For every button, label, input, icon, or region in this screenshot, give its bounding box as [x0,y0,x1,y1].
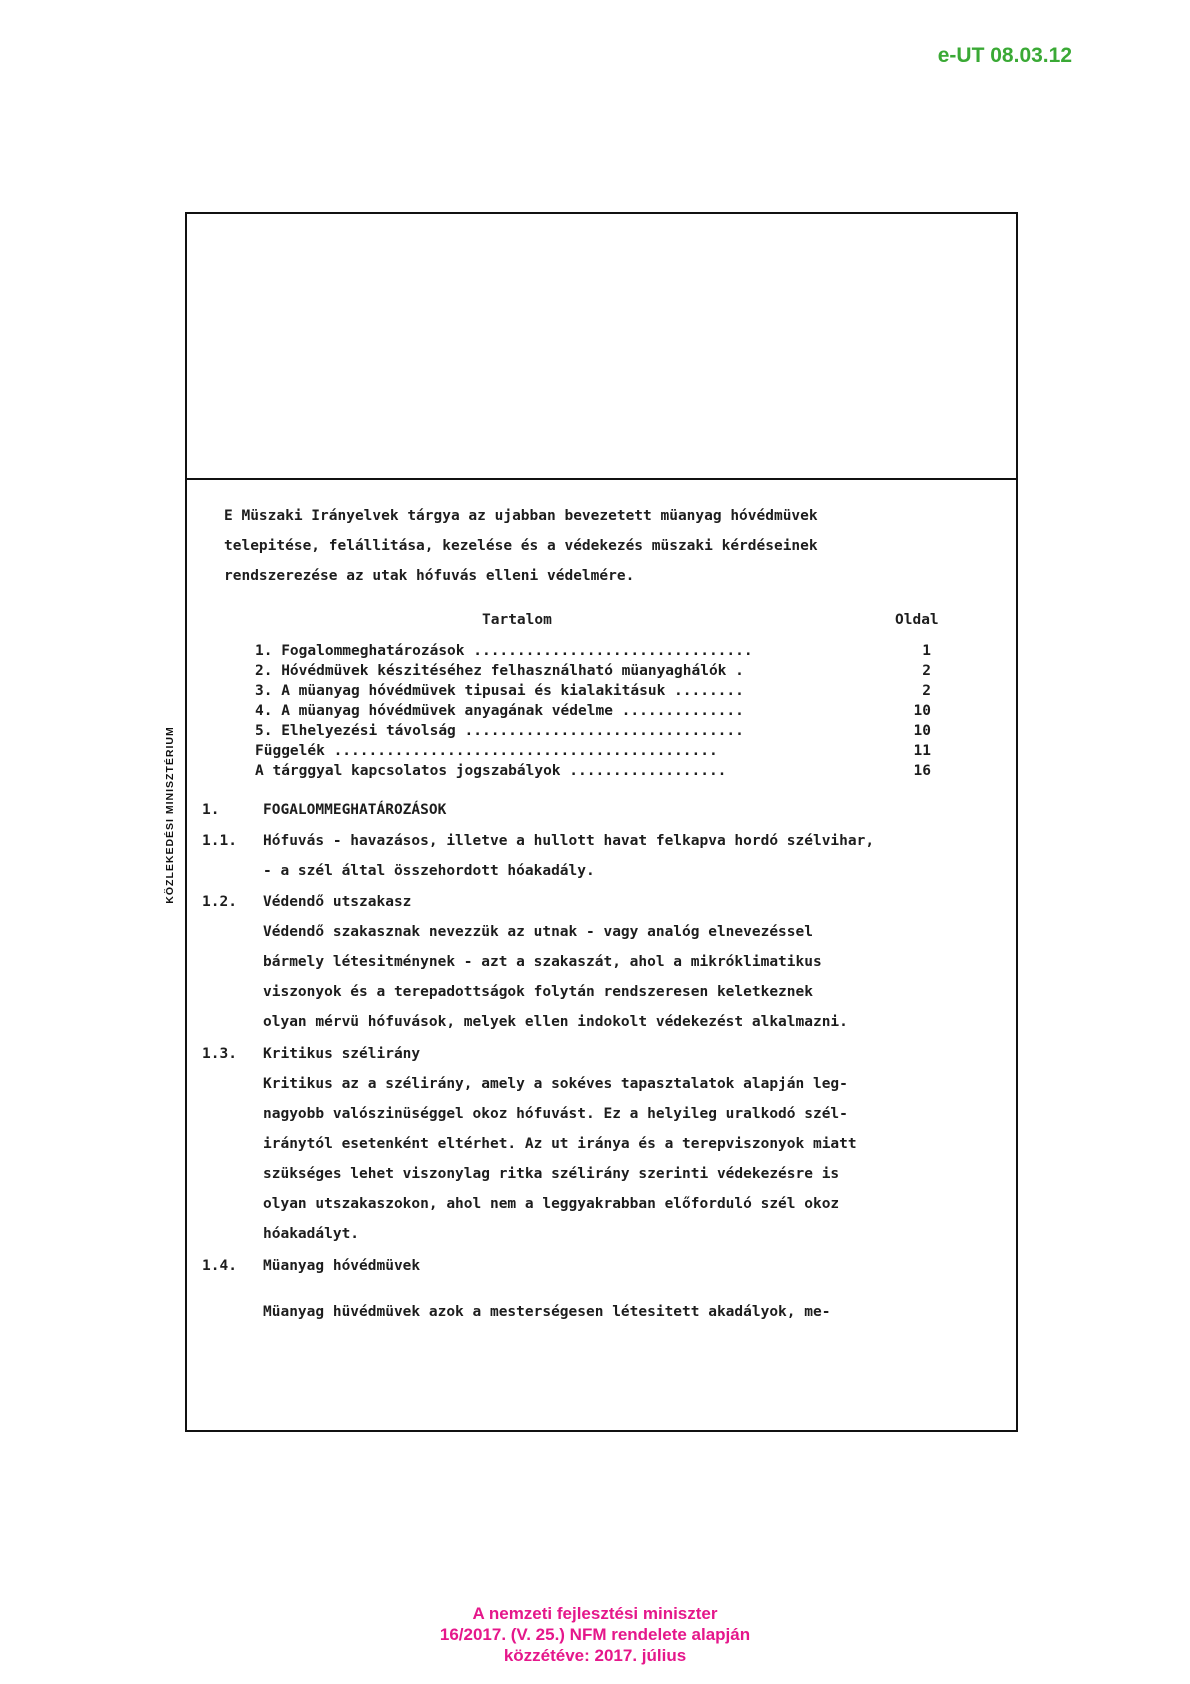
toc-entry: 5. Elhelyezési távolság ................................ [255,723,744,739]
toc-entry: 2. Hóvédmüvek készitéséhez felhasználható müanyaghálók . [255,663,744,679]
section-heading: FOGALOMMEGHATÁROZÁSOK [263,802,447,818]
toc-page-number: 10 [913,703,931,719]
publication-footer [0,1603,1190,1666]
toc-entry: A tárggyal kapcsolatos jogszabályok .................. [255,763,727,779]
page-frame [185,212,1018,1432]
toc-title: Tartalom [482,612,552,628]
footer-line: A nemzeti fejlesztési miniszter [472,1604,718,1623]
toc-page-number: 10 [913,723,931,739]
document-code: e-UT 08.03.12 [937,44,1072,67]
section-line: hóakadályt. [263,1226,360,1242]
toc-page-number: 11 [913,743,931,759]
toc-page-heading: Oldal [895,612,939,628]
section-number: 1. [202,802,220,818]
intro-line: rendszerezése az utak hófuvás elleni védelmére. [224,568,635,584]
section-heading: Kritikus szélirány [263,1046,421,1062]
section-number: 1.1. [202,833,237,849]
section-heading: Müanyag hóvédmüvek [263,1258,421,1274]
footer-line: közzétéve: 2017. július [503,1646,687,1665]
section-line: olyan utszakaszokon, ahol nem a leggyakrabban előforduló szél okoz [263,1196,840,1212]
section-line: Védendő szakasznak nevezzük az utnak - vagy analóg elnevezéssel [263,924,813,940]
section-line: Kritikus az a szélirány, amely a sokéves tapasztalatok alapján leg- [263,1076,848,1092]
section-line: - a szél által összehordott hóakadály. [263,863,595,879]
section-line: Müanyag hüvédmüvek azok a mesterségesen létesitett akadályok, me- [263,1304,831,1320]
section-number: 1.4. [202,1258,237,1274]
toc-entry: 1. Fogalommeghatározások ................................ [255,643,753,659]
section-number: 1.2. [202,894,237,910]
section-line: nagyobb valószinüséggel okoz hófuvást. Ez a helyileg uralkodó szél- [263,1106,848,1122]
section-number: 1.3. [202,1046,237,1062]
footer-line: 16/2017. (V. 25.) NFM rendelete alapján [439,1625,751,1644]
section-line: viszonyok és a terepadottságok folytán rendszeresen keletkeznek [263,984,813,1000]
frame-divider [185,478,1018,480]
section-line: iránytól esetenként eltérhet. Az ut iránya és a terepviszonyok miatt [263,1136,857,1152]
ministry-label: KÖZLEKEDÉSI MINISZTÉRIUM [164,726,176,904]
toc-entry: 4. A müanyag hóvédmüvek anyagának védelme .............. [255,703,744,719]
section-line: Hófuvás - havazásos, illetve a hullott havat felkapva hordó szélvihar, [263,833,875,849]
section-line: bármely létesitménynek - azt a szakaszát, ahol a mikróklimatikus [263,954,822,970]
toc-page-number: 1 [922,643,931,659]
toc-page-number: 2 [922,663,931,679]
section-line: olyan mérvü hófuvások, melyek ellen indokolt védekezést alkalmazni. [263,1014,848,1030]
toc-entry: Függelék ............................................ [255,743,718,759]
section-heading: Védendő utszakasz [263,894,412,910]
intro-line: telepitése, felállitása, kezelése és a védekezés müszaki kérdéseinek [224,538,818,554]
toc-entry: 3. A müanyag hóvédmüvek tipusai és kialakitásuk ........ [255,683,744,699]
intro-line: E Müszaki Irányelvek tárgya az ujabban bevezetett müanyag hóvédmüvek [224,508,818,524]
toc-page-number: 2 [922,683,931,699]
section-line: szükséges lehet viszonylag ritka szélirány szerinti védekezésre is [263,1166,840,1182]
toc-page-number: 16 [913,763,931,779]
